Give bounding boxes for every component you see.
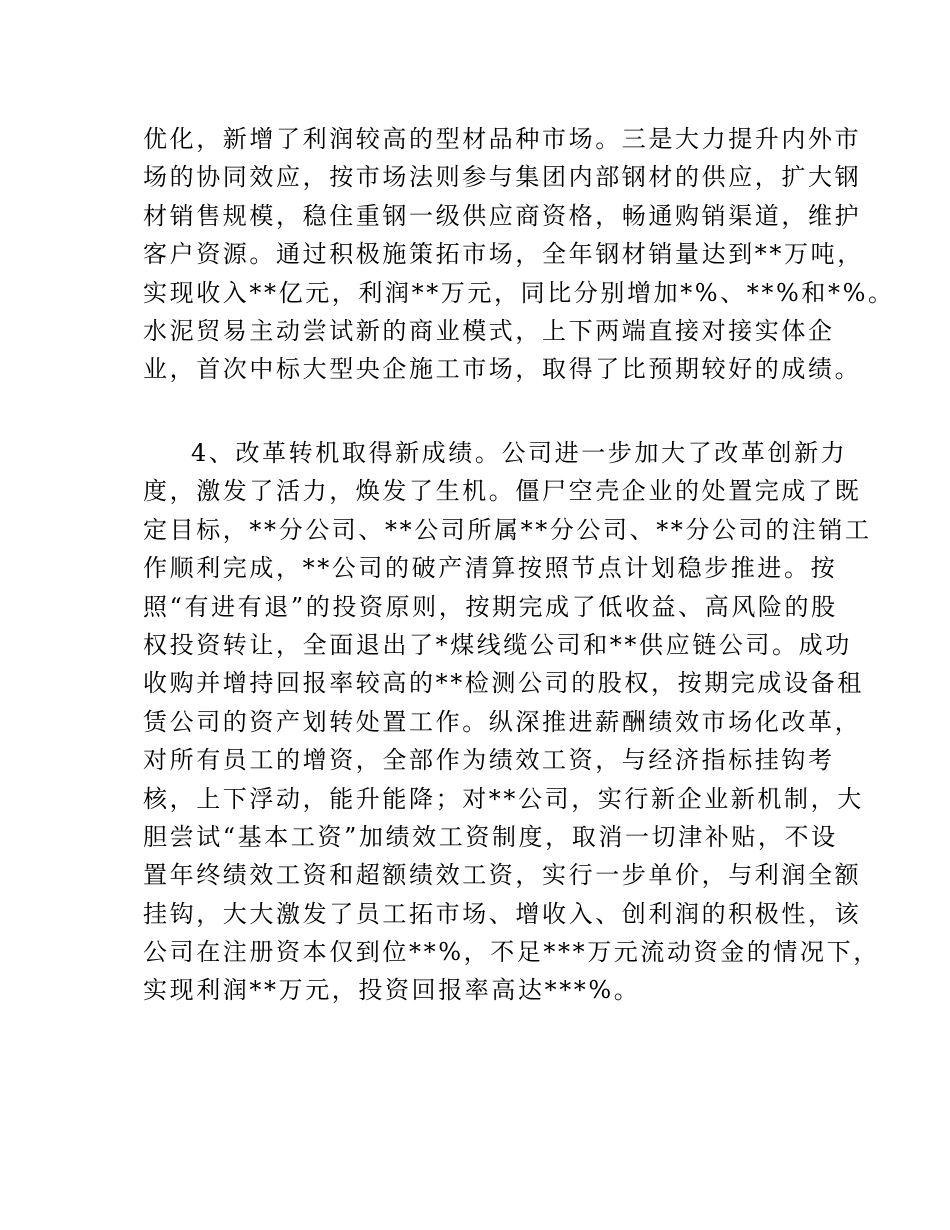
text-line: 赁公司的资产划转处置工作。纵深推进薪酬绩效市场化改革， [143,707,862,736]
text-line: 实现利润**万元，投资回报率高达***%。 [143,976,641,1005]
text-line: 胆尝试“基本工资”加绩效工资制度，取消一切津补贴，不设 [143,822,838,851]
paragraph-reform [143,434,880,1010]
paragraph-market [143,120,895,389]
text-line: 收购并增持回报率较高的**检测公司的股权，按期完成设备租 [143,669,864,698]
text-line: 公司在注册资本仅到位**%，不足***万元流动资金的情况下， [143,938,880,967]
text-line: 场的协同效应，按市场法则参与集团内部钢材的供应，扩大钢 [143,163,862,192]
text-line: 材销售规模，稳住重钢一级供应商资格，畅通购销渠道，维护 [143,201,862,230]
text-line: 优化，新增了利润较高的型材品种市场。三是大力提升内外市 [143,125,862,153]
text-line: 置年终绩效工资和超额绩效工资，实行一步单价，与利润全额 [143,861,862,890]
text-line: 水泥贸易主动尝试新的商业模式，上下两端直接对接实体企 [143,316,835,345]
text-line: 作顺利完成，**公司的破产清算按照节点计划稳步推进。按 [143,554,838,583]
text-line: 照“有进有退”的投资原则，按期完成了低收益、高风险的股 [143,592,838,621]
text-line: 核，上下浮动，能升能降；对**公司，实行新企业新机制，大 [143,784,864,813]
paragraph-heading-line: 4、改革转机取得新成绩。公司进一步加大了改革创新力 [191,439,848,467]
text-line: 权投资转让，全面退出了*煤线缆公司和**供应链公司。成功 [143,630,852,659]
text-line: 对所有员工的增资，全部作为绩效工资，与经济指标挂钩考 [143,746,835,775]
text-line: 度，激发了活力，焕发了生机。僵尸空壳企业的处置完成了既 [143,477,862,506]
text-line: 定目标，**分公司、**公司所属**分公司、**分公司的注销工 [143,515,872,544]
text-line: 实现收入**亿元，利润**万元，同比分别增加*%、**%和*%。 [143,278,895,307]
text-line: 业，首次中标大型央企施工市场，取得了比预期较好的成绩。 [143,355,862,384]
text-line: 挂钩，大大激发了员工拓市场、增收入、创利润的积极性，该 [143,899,862,928]
text-line: 客户资源。通过积极施策拓市场，全年钢材销量达到**万吨， [143,240,864,269]
